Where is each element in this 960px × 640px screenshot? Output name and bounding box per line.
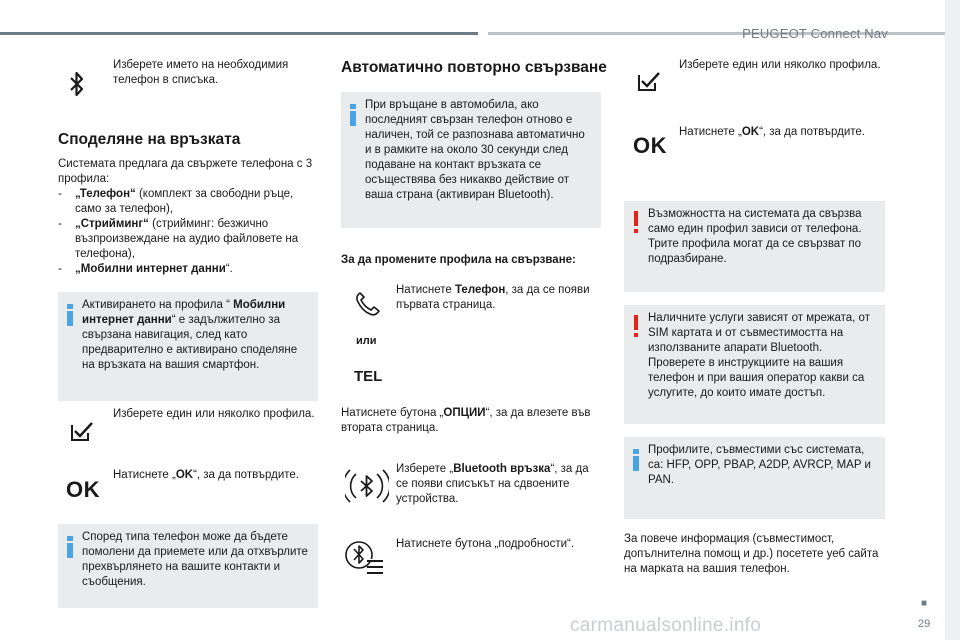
step-select-phone: Изберете името на необходимия телефон в списъка.	[113, 59, 289, 86]
more-info-text: За повече информация (съвместимост, допълнителна помощ и др.) посетете уеб сайта на марката на вашия телефон.	[624, 533, 879, 575]
info-icon	[350, 104, 356, 126]
header-rule-left	[0, 32, 478, 35]
step-press-options	[341, 406, 601, 436]
info-note-mobile-data-text	[82, 298, 308, 373]
step-press-options-post: “, за да влезете във втората страница.	[341, 407, 591, 434]
info-note-mobile-data	[58, 292, 318, 401]
profiles-intro	[58, 157, 320, 277]
warning-note-single-profile-text: Възможността на системата да свързва само един профил зависи от телефона. Трите профила могат да се свързват по подразбиране.	[648, 208, 862, 265]
step-press-phone	[396, 283, 601, 313]
phone-handset-icon	[352, 289, 382, 319]
device-details-icon	[343, 537, 385, 579]
profile-item-phone: - „Телефон“ (комплект за свободни ръце, само за телефон),	[58, 188, 294, 215]
info-note-contacts-text: Според типа телефон може да бъдете помолени да приемете или да отхвърлите прехвърлянето на вашите контакти и съобщения.	[82, 531, 308, 588]
warning-note-services-text: Наличните услуги зависят от мрежата, от SIM картата и от съвместимостта на използваните апарати Bluetooth. Проверете в инструкциите на вашия телефон и при вашия оператор какви са услугите, до които имате достъп.	[648, 312, 870, 399]
info-note-auto-reconnect-text: При връщане в автомобила, ако последният свързан телефон отново е наличен, той се разпознава автоматично и в рамките на около 30 секунди след подаване на контакт връзката се осъществява без никакво действие от ваша страна (активиран Bluetooth).	[365, 99, 585, 201]
section-title-auto-reconnect: Автоматично повторно свързване	[341, 59, 607, 76]
step-press-options-bold: ОПЦИИ	[443, 407, 486, 419]
tel-key-icon: TEL	[354, 368, 383, 385]
step-select-bluetooth-bold: Bluetooth връзка	[453, 463, 551, 475]
page-number: 29	[918, 618, 931, 630]
profiles-intro-text: Системата предлага да свържете телефона с 3 профила:	[58, 158, 313, 185]
bluetooth-icon	[68, 70, 86, 98]
page-header-title: PEUGEOT Connect Nav	[742, 26, 888, 41]
step-press-ok-pre: Натиснете „	[679, 126, 742, 138]
step-select-profiles: Изберете един или няколко профила.	[113, 408, 315, 420]
step-press-phone-bold: Телефон	[454, 284, 506, 296]
profile-desc-streaming: (стрийминг: безжично възпроизвеждане на аудио файловете на телефона),	[75, 218, 299, 260]
warning-icon	[633, 211, 639, 233]
side-margin-strip	[945, 0, 960, 640]
info-note-auto-reconnect	[341, 92, 601, 228]
note-text-post: “ е задължително за свързана навигация, след като предварително е активирано споделяне на връзката на вашия смартфон.	[82, 314, 298, 371]
info-note-contacts	[58, 524, 318, 608]
profile-item-streaming: - „Стрийминг“ (стрийминг: безжично възпроизвеждане на аудио файловете на телефона),	[58, 218, 299, 260]
warning-note-single-profile	[624, 201, 885, 292]
profile-name-mobile-data: „Мобилни интернет данни	[75, 263, 226, 275]
profile-name-phone: „Телефон“	[75, 188, 136, 200]
step-select-bluetooth-post: “, за да се появи списъкът на сдвоените устройства.	[396, 463, 589, 505]
ok-icon: OK	[633, 133, 667, 158]
step-press-phone-post: , за да се появи първата страница.	[396, 284, 590, 311]
step-press-ok-post: “, за да потвърдите.	[193, 469, 299, 481]
step-select-bluetooth-pre: Изберете „	[396, 463, 454, 475]
step-press-ok-bold: OK	[741, 126, 760, 138]
step-select-profiles-col3: Изберете един или няколко профила.	[679, 59, 881, 71]
step-select-bluetooth	[396, 462, 601, 507]
step-press-phone-pre: Натиснете	[396, 284, 455, 296]
profile-name-streaming: „Стрийминг“	[75, 218, 149, 230]
info-icon	[633, 449, 639, 471]
info-icon	[67, 304, 73, 326]
note-text-bold: Мобилни интернет данни	[82, 299, 286, 326]
warning-icon	[633, 315, 639, 337]
profile-desc-mobile-data: “.	[225, 263, 233, 275]
step-press-ok-col3	[679, 125, 889, 140]
note-text-pre: Активирането на профила “	[82, 299, 234, 311]
step-press-ok	[113, 468, 318, 483]
profile-checkbox-icon	[70, 420, 94, 442]
warning-note-services	[624, 305, 885, 424]
bluetooth-connection-icon	[345, 464, 389, 508]
step-press-options-pre: Натиснете бутона „	[341, 407, 444, 419]
step-press-ok-bold: OK	[175, 469, 194, 481]
step-press-details: Натиснете бутона „подробности“.	[396, 538, 575, 550]
step-press-ok-pre: Натиснете „	[113, 469, 176, 481]
step-press-ok-post: “, за да потвърдите.	[759, 126, 865, 138]
subtitle-change-profile: За да промените профила на свързване:	[341, 254, 576, 266]
profile-desc-phone: (комплект за свободни ръце, само за телефон),	[75, 188, 294, 215]
page-bullet: ■	[921, 598, 928, 609]
watermark: carmanualsonline.info	[570, 615, 762, 636]
info-icon	[67, 536, 73, 558]
info-note-compatible-profiles	[624, 437, 885, 519]
or-label: или	[356, 335, 377, 347]
profile-checkbox-icon	[637, 70, 661, 92]
profile-item-mobile-data: - „Мобилни интернет данни“.	[58, 263, 233, 275]
ok-icon: OK	[66, 477, 100, 502]
section-title-share-connection: Споделяне на връзката	[58, 131, 241, 148]
info-note-compatible-profiles-text: Профилите, съвместими със системата, са: HFP, OPP, PBAP, A2DP, AVRCP, MAP и PAN.	[648, 444, 871, 486]
header-rule-right	[488, 32, 960, 35]
